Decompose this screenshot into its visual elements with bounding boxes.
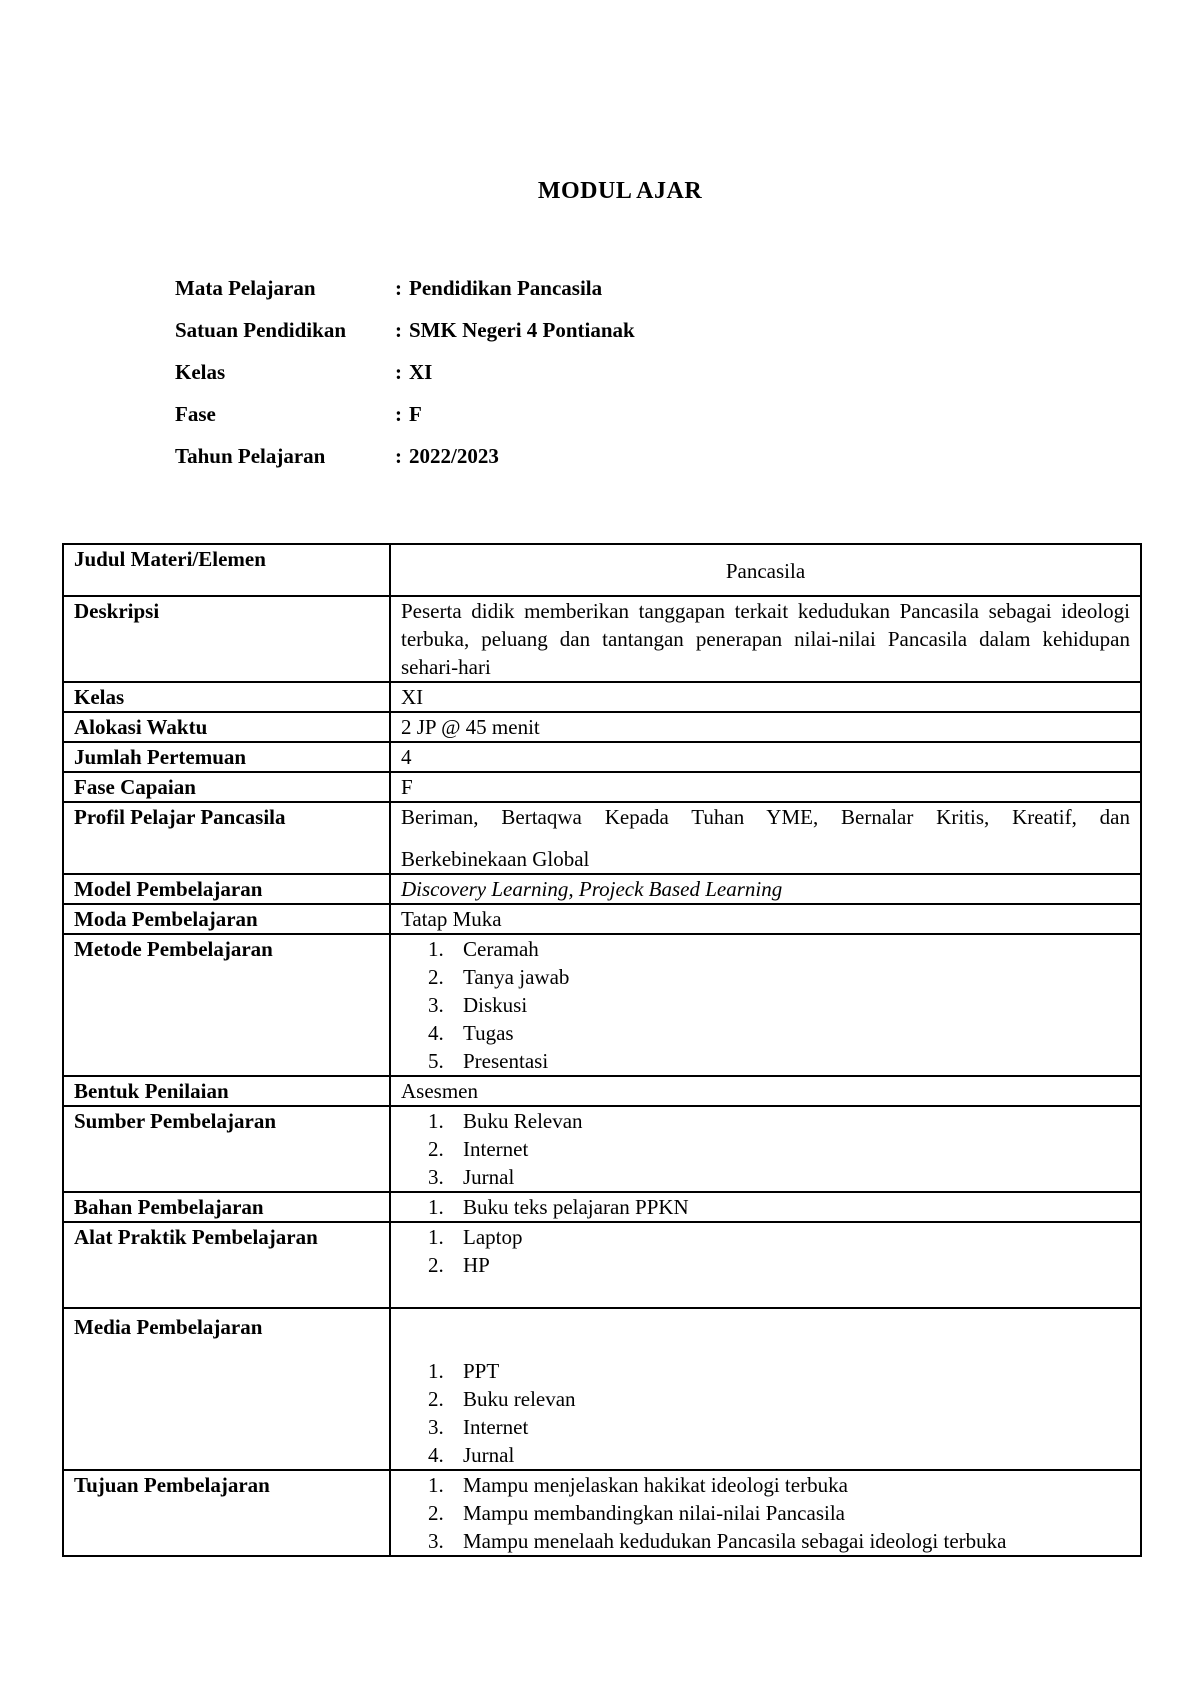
identity-colon: :: [395, 318, 402, 342]
identity-colon: :: [395, 360, 402, 384]
list-item: 5. Presentasi: [449, 1047, 1130, 1075]
table-row-alat: [63, 1222, 1141, 1308]
list-item: 3. Mampu menelaah kedudukan Pancasila sebagai ideologi terbuka: [449, 1527, 1130, 1555]
row-value: Discovery Learning, Projeck Based Learning: [390, 874, 1141, 904]
row-value: [390, 802, 1141, 874]
identity-row: [175, 360, 635, 402]
identity-label: Satuan Pendidikan: [175, 318, 346, 342]
document-title: MODUL AJAR: [537, 178, 703, 204]
row-label: Media Pembelajaran: [63, 1308, 390, 1470]
list-item: 1. Buku Relevan: [449, 1107, 1130, 1135]
identity-label: Fase: [175, 402, 216, 426]
row-value: [390, 1470, 1141, 1556]
table-row-alokasi: [63, 712, 1141, 742]
table-row-deskripsi: [63, 596, 1141, 682]
list-item: 2. Buku relevan: [449, 1385, 1130, 1413]
identity-value: Pendidikan Pancasila: [409, 276, 603, 300]
row-value: Tatap Muka: [390, 904, 1141, 934]
row-label: Model Pembelajaran: [63, 874, 390, 904]
row-value: [390, 934, 1141, 1076]
row-label: Bahan Pembelajaran: [63, 1192, 390, 1222]
list-item: 4. Tugas: [449, 1019, 1130, 1047]
identity-value: 2022/2023: [409, 444, 499, 468]
table-row-kelas: [63, 682, 1141, 712]
table-row-model: [63, 874, 1141, 904]
list-item: 1. Ceramah: [449, 935, 1130, 963]
identity-label: Mata Pelajaran: [175, 276, 316, 300]
list-item: 3. Internet: [449, 1413, 1130, 1441]
list-item: 2. Tanya jawab: [449, 963, 1130, 991]
alat-list: [401, 1223, 1130, 1279]
table-row-jumlah: [63, 742, 1141, 772]
identity-row: [175, 444, 635, 486]
identity-value: XI: [409, 360, 433, 384]
identity-value: SMK Negeri 4 Pontianak: [409, 318, 635, 342]
table-row-media: [63, 1308, 1141, 1470]
identity-label: Kelas: [175, 360, 226, 384]
row-label: Judul Materi/Elemen: [63, 544, 390, 596]
row-label: Alokasi Waktu: [63, 712, 390, 742]
row-label: Moda Pembelajaran: [63, 904, 390, 934]
row-label: Kelas: [63, 682, 390, 712]
row-label: Jumlah Pertemuan: [63, 742, 390, 772]
row-value: [390, 1308, 1141, 1470]
row-label: Deskripsi: [63, 596, 390, 682]
row-label: Profil Pelajar Pancasila: [63, 802, 390, 874]
identity-row: [175, 276, 635, 318]
table-row-judul: [63, 544, 1141, 596]
table-row-metode: [63, 934, 1141, 1076]
row-value: [390, 1106, 1141, 1192]
list-item: 1. Laptop: [449, 1223, 1130, 1251]
profil-line-1: Beriman, Bertaqwa Kepada Tuhan YME, Bernalar Kritis, Kreatif, dan: [401, 805, 1130, 829]
list-item: 4. Jurnal: [449, 1441, 1130, 1469]
list-item: 3. Jurnal: [449, 1163, 1130, 1191]
identity-row: [175, 318, 635, 360]
identity-colon: :: [395, 402, 402, 426]
identity-value: F: [409, 402, 422, 426]
table-row-tujuan: [63, 1470, 1141, 1556]
module-table: [62, 543, 1142, 1557]
bahan-list: [401, 1193, 1130, 1221]
table-row-fase: [63, 772, 1141, 802]
metode-list: [401, 935, 1130, 1075]
identity-block: [175, 276, 635, 486]
row-value: [390, 1192, 1141, 1222]
identity-label: Tahun Pelajaran: [175, 444, 326, 468]
list-item: 2. Internet: [449, 1135, 1130, 1163]
list-item: 1. Mampu menjelaskan hakikat ideologi terbuka: [449, 1471, 1130, 1499]
row-label: Alat Praktik Pembelajaran: [63, 1222, 390, 1308]
tujuan-list: [401, 1471, 1130, 1555]
list-item: 3. Diskusi: [449, 991, 1130, 1019]
row-label: Bentuk Penilaian: [63, 1076, 390, 1106]
table-row-sumber: [63, 1106, 1141, 1192]
table-row-profil: [63, 802, 1141, 874]
identity-colon: :: [395, 444, 402, 468]
identity-colon: :: [395, 276, 402, 300]
table-row-bahan: [63, 1192, 1141, 1222]
row-value: F: [390, 772, 1141, 802]
table-row-bentuk: [63, 1076, 1141, 1106]
identity-row: [175, 402, 635, 444]
row-label: Metode Pembelajaran: [63, 934, 390, 1076]
list-item: 1. Buku teks pelajaran PPKN: [449, 1193, 1130, 1221]
row-value: Pancasila: [390, 544, 1141, 596]
row-label: Fase Capaian: [63, 772, 390, 802]
row-label: Tujuan Pembelajaran: [63, 1470, 390, 1556]
list-item: 2. HP: [449, 1251, 1130, 1279]
media-list: [401, 1357, 1130, 1469]
profil-line-2: Berkebinekaan Global: [401, 847, 590, 871]
list-item: 1. PPT: [449, 1357, 1130, 1385]
sumber-list: [401, 1107, 1130, 1191]
row-value: [390, 1222, 1141, 1308]
table-row-moda: [63, 904, 1141, 934]
row-value: Asesmen: [390, 1076, 1141, 1106]
row-label: Sumber Pembelajaran: [63, 1106, 390, 1192]
row-value: Peserta didik memberikan tanggapan terkait kedudukan Pancasila sebagai ideologi terbuka, peluang dan tantangan penerapan nilai-nilai Pancasila dalam kehidupan sehari-hari: [390, 596, 1141, 682]
row-value: 2 JP @ 45 menit: [390, 712, 1141, 742]
list-item: 2. Mampu membandingkan nilai-nilai Pancasila: [449, 1499, 1130, 1527]
row-value: XI: [390, 682, 1141, 712]
row-value: 4: [390, 742, 1141, 772]
